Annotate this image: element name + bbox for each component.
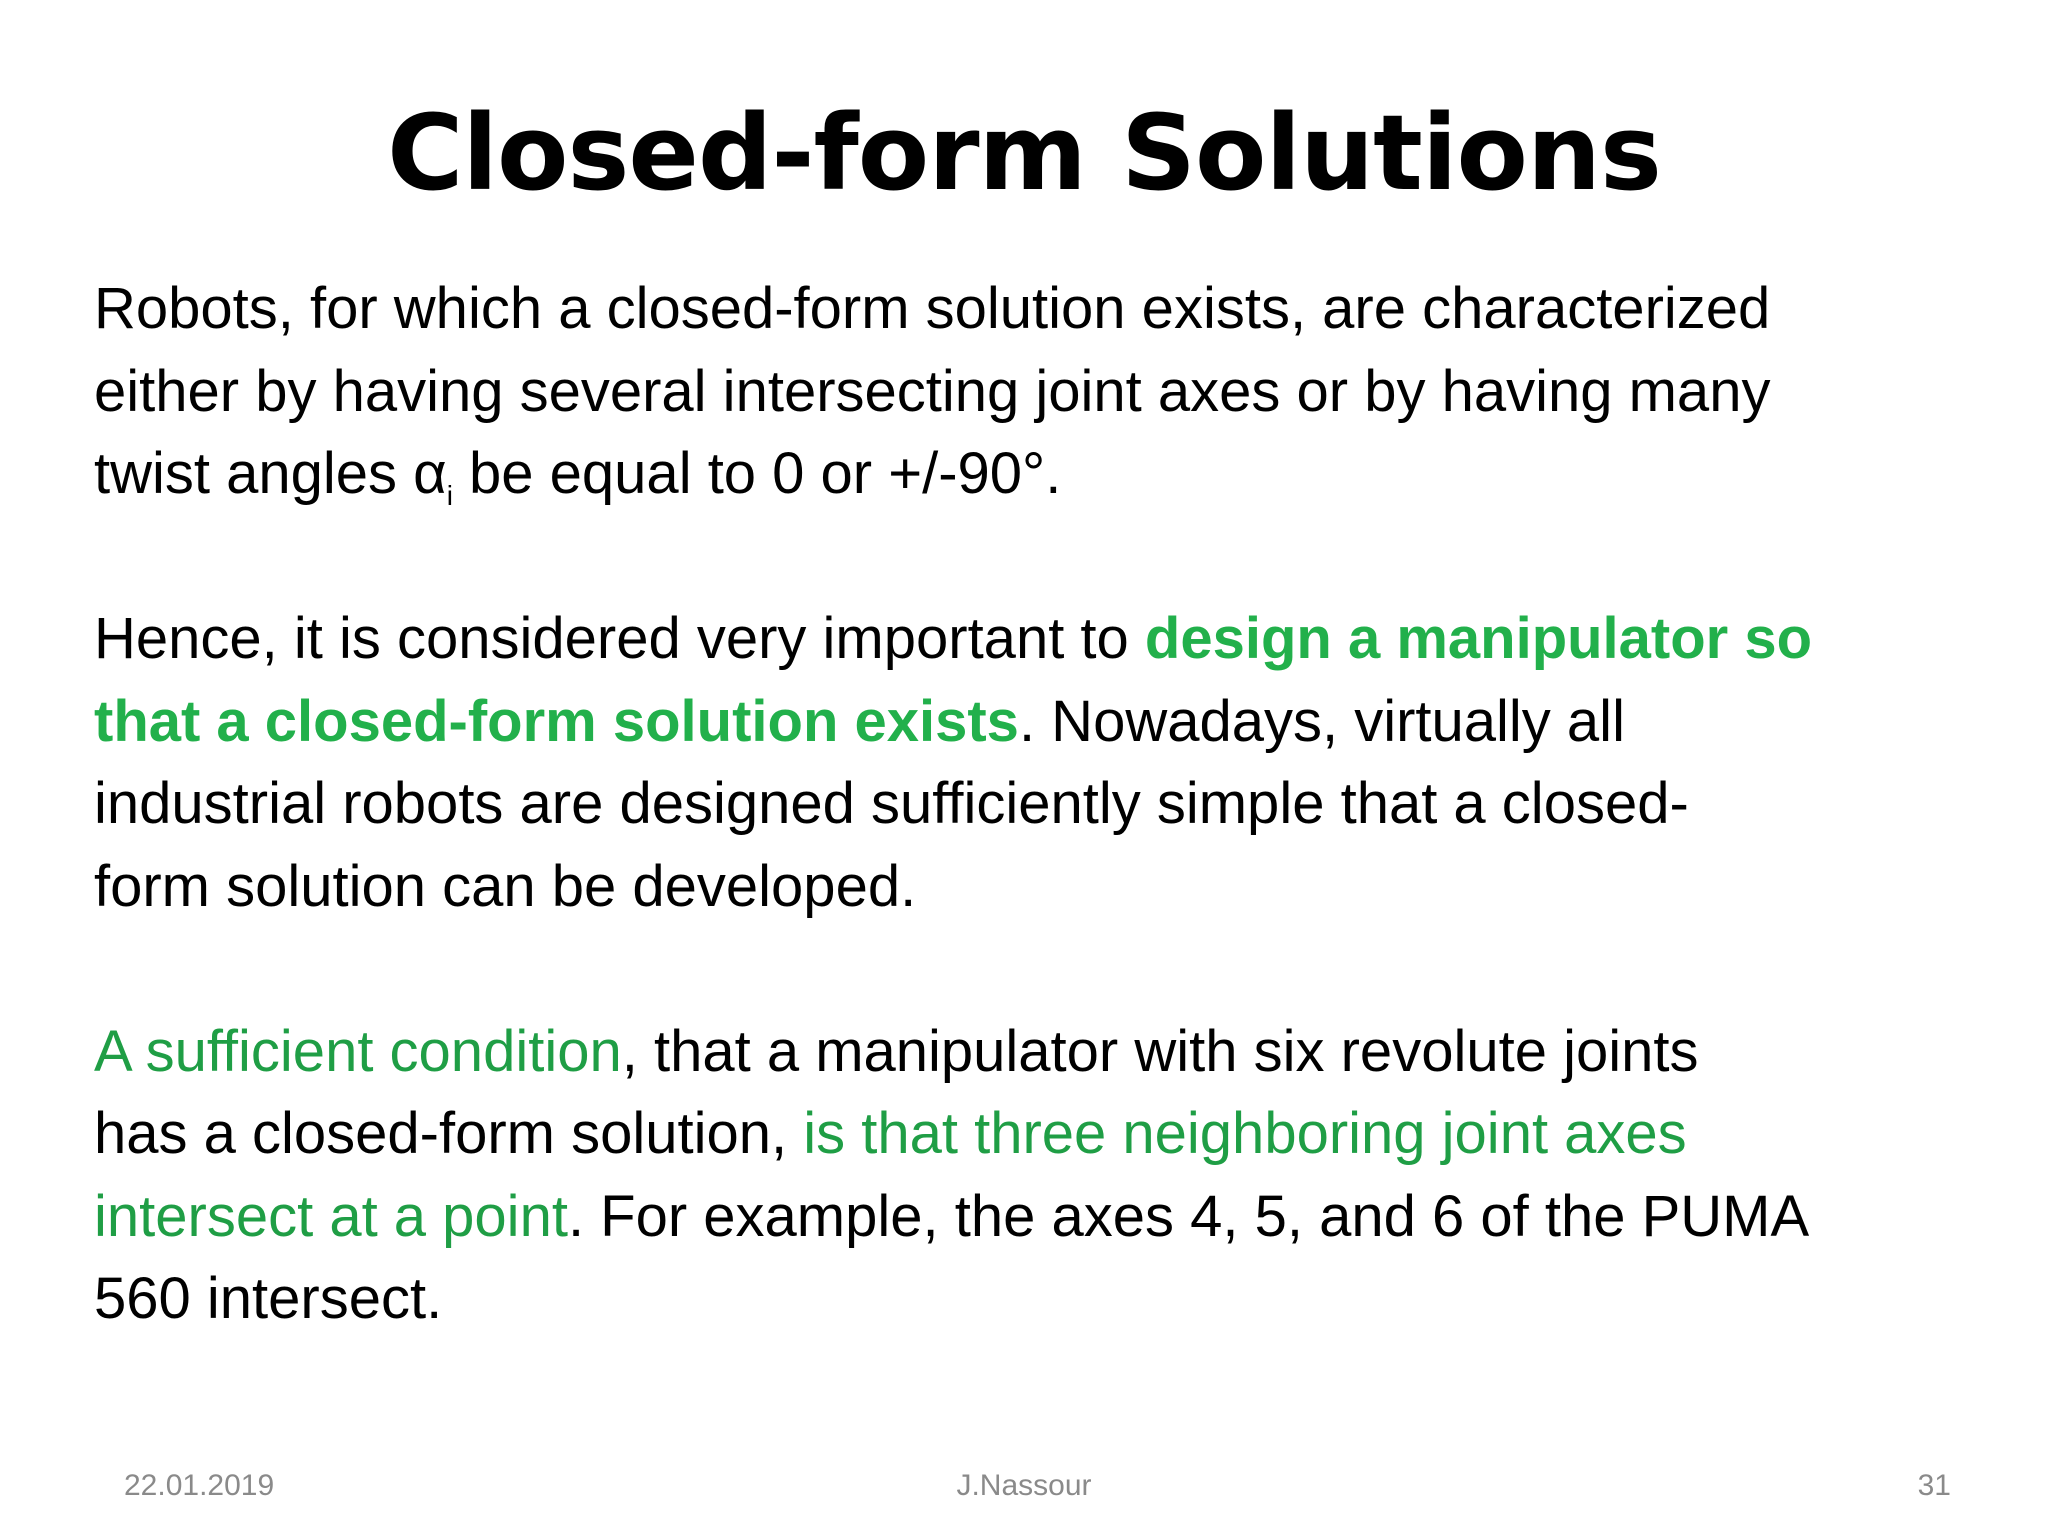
neighboring-axes-highlight-text: is that three neighboring joint axes [803,1101,1687,1166]
paragraph-2-intro-text: Hence, it is considered very important to [94,606,1145,671]
footer-page-number: 31 [1917,1469,1951,1502]
intersect-highlight-text: intersect at a point [94,1183,568,1249]
paragraph-1 [94,268,1974,516]
paragraph-2-line-1 [94,598,1974,681]
paragraph-1-line-1: Robots, for which a closed-form solution exists, are characterized [94,276,1771,341]
closed-form-highlight-text: that a closed-form solution exists [94,688,1019,754]
paragraph-1-line-2: either by having several intersecting joint axes or by having many [94,358,1771,424]
twist-angles-value-text: be equal to 0 or +/-90°. [452,441,1062,506]
slide-body [94,268,1974,1423]
paragraph-2-line-3: industrial robots are designed sufficiently simple that a closed- [94,771,1689,836]
alpha-subscript: i [446,480,453,511]
puma-example-text: . For example, the axes 4, 5, and 6 of the PUMA [567,1183,1810,1249]
manipulator-text: , that a manipulator with six revolute joints [621,1018,1699,1084]
twist-angles-text: twist angles α [94,441,447,506]
paragraph-3-line-1 [94,1011,1974,1094]
paragraph-3 [94,1011,1974,1341]
paragraph-2-line-4: form solution can be developed. [94,853,917,919]
sufficient-condition-highlight-text: A sufficient condition [94,1018,622,1084]
paragraph-3-line-3 [94,1176,1974,1259]
paragraph-2 [94,598,1974,928]
footer-author: J.Nassour [956,1469,1092,1502]
paragraph-3-line-2 [94,1093,1974,1176]
paragraph-3-line-4: 560 intersect. [94,1266,443,1331]
paragraph-1-line-3 [94,433,1974,516]
slide-title: Closed-form Solutions [387,92,1661,214]
nowadays-text: . Nowadays, virtually all [1018,688,1625,754]
design-highlight-text: design a manipulator so [1144,606,1813,671]
closed-form-text: has a closed-form solution, [94,1101,804,1166]
footer-date: 22.01.2019 [124,1469,275,1502]
paragraph-2-line-2 [94,681,1974,764]
